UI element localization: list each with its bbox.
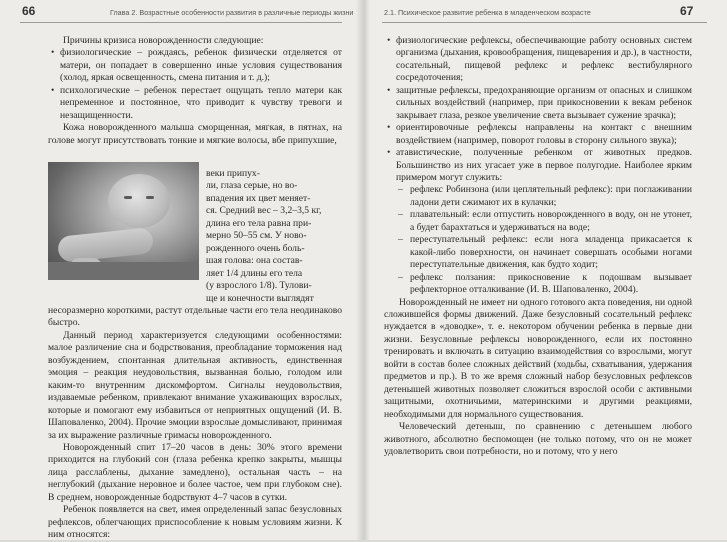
- page-number-right: 67: [680, 4, 694, 18]
- photo-wrap-text: [206, 168, 342, 305]
- left-bottom-text: [48, 305, 342, 542]
- reflex-item: • физиологические рефлексы, обеспечивающие работу основных систем организма (дыхания, кровообращения, пищеварения и др.), в частности, сосательный, пищевой рефлекс и рефлекс вестибулярного сосредоточения;: [384, 35, 692, 85]
- wrap-line: ляет 1/4 длины его тела: [206, 267, 303, 279]
- book-gutter: [356, 0, 370, 540]
- period-paragraph: Данный период характеризуется следующими особенностями: малое различение сна и бодрствования, преобладание торможения над возбуждением, спонтанная длительная активность, единственная эмоция – реакция неудовольствия, вызванная болью, голодом или каким-то внутренним дискомфортом. Сигналы неудовольствия, издаваемые ребенком, привлекают внимание ухаживающих взрослых, которые и помогают ему избавиться от неприятных ощущений (И. В. Шаповаленко, 2004). Прочие эмоции взрослые домысливают, принимая за их выражение различные гримасы новорожденного.: [48, 329, 342, 441]
- baby-head-shape: [108, 174, 170, 228]
- wrap-line: мерно 50–55 см. У ново-: [206, 230, 307, 242]
- wrap-line: (у взрослого 1/8). Тулови-: [206, 280, 312, 292]
- atavistic-item: – плавательный: если отпустить новорожденного в воду, он не утонет, а будет барахтаться и удерживаться на воде;: [384, 209, 692, 234]
- wrap-line: шая голова: она состав-: [206, 255, 303, 267]
- wrap-line: ще и конечности выглядят: [206, 292, 314, 304]
- header-rule-left: [20, 22, 342, 23]
- baby-photo: [48, 162, 199, 280]
- running-head-left: Глава 2. Возрастные особенности развития в различные периоды жизни: [110, 8, 354, 17]
- atavistic-item: – переступательный рефлекс: если нога младенца прикасается к какой-либо поверхности, он начинает совершать особыми ногами переступательные движения, как будто ходит;: [384, 234, 692, 271]
- baby-eye-shape: [146, 196, 154, 199]
- atavistic-item: – рефлекс Робинзона (или цеплятельный рефлекс): при поглаживании ладони дети сжимают их в кулачки;: [384, 184, 692, 209]
- crisis-intro: Причины кризиса новорожденности следующие:: [63, 35, 264, 46]
- wrap-line: ли, глаза серые, но во-: [206, 180, 298, 192]
- page-number-left: 66: [22, 4, 36, 18]
- right-text: [384, 35, 692, 458]
- crisis-item: • физиологические – рождаясь, ребенок физически отделяется от матери, он попадает в совершенно иные условия существования (холод, яркая освещенность, смена питания и т. д.);: [48, 47, 342, 84]
- reflex-item: • атавистические, полученные ребенком от животных предков. Большинство из них угасает уже в первое полугодие. Наиболее ярким примером могут служить:: [384, 147, 692, 184]
- wrap-line: веки припух-: [206, 168, 260, 179]
- wrap-line: длина его тела равна при-: [206, 217, 312, 229]
- wrap-line: рожденного очень боль-: [206, 242, 305, 254]
- cub-paragraph: Человеческий детеныш, по сравнению с детенышем любого животного, абсолютно беспомощен (не только потому, что он не может удовлетворить свои потребности, но и потому, что у него: [384, 421, 692, 457]
- baby-eye-shape: [124, 196, 132, 199]
- skin-intro: Кожа новорожденного малыша сморщенная, мягкая, в пятнах, на голове могут присутствовать тонкие и мягкие волосы, вбе припухшие,: [48, 122, 342, 146]
- wrap-line: ся. Средний вес – 3,2–3,5 кг,: [206, 205, 322, 217]
- crisis-item: • психологические – ребенок перестает ощущать тепло матери как непременное и постоянное, что приводит к чувству тревоги и незащищенности.: [48, 85, 342, 122]
- right-page: [362, 0, 727, 540]
- behavior-paragraph: Новорожденный не имеет ни одного готового акта поведения, ни одной сложившейся формы движений. Даже безусловный сосательный рефлекс нуждается в «доводке», т. е. некотором обучении ребенка в первые дни жизни. Безусловные рефлексы новорожденного, если их постоянно тренировать и включать в ситуацию взаимодействия со взрослыми, могут войти в состав более сложных действий (ходьбы, схватывания, удержания предметов и пр.). В то же время сложный набор безусловных рефлексов детенышей животных позволяет сложиться взрослой особи с активными защитными, охотничьими, материнскими и другими реакциями, необходимыми для нормального существования.: [384, 296, 692, 420]
- baby-arm-shape: [57, 227, 154, 263]
- atavistic-item: – рефлекс ползания: прикосновение к подошвам вызывает рефлекторное отталкивание (И. В. Шаповаленко, 2004).: [384, 272, 692, 297]
- left-top-text: [48, 35, 342, 147]
- sleep-paragraph: Новорожденный спит 17–20 часов в день: 30% этого времени приходится на глубокий сон (глаза ребенка крепко закрыты, мышцы лица расслаблены, дыхание замедлено), остальная часть – на неглубокий (дыхание неровное и более частое, чем при глубоком сне). В среднем, новорожденные бодрствуют 4–7 часов в сутки.: [48, 441, 342, 503]
- running-head-right: 2.1. Психическое развитие ребенка в младенческом возрасте: [384, 8, 591, 17]
- after-photo-text: несоразмерно короткими, растут отдельные части его тела неодинаково быстро.: [48, 305, 342, 329]
- baby-sheet-shape: [48, 262, 199, 280]
- reflex-paragraph: Ребенок появляется на свет, имея определенный запас безусловных рефлексов, облегчающих приспособление к новым условиям жизни. К ним относятся:: [48, 504, 342, 541]
- reflex-item: • защитные рефлексы, предохраняющие организм от опасных и слишком сильных воздействий (например, при прикосновении к векам ребенок закрывает глаза, резкое увеличение света вызывает сужение зрачка);: [384, 85, 692, 122]
- reflex-item: • ориентировочные рефлексы направлены на контакт с внешним воздействием (например, поворот головы в сторону сильного звука);: [384, 122, 692, 147]
- header-rule-right: [382, 22, 707, 23]
- left-page: [0, 0, 362, 540]
- wrap-line: впадения их цвет меняет-: [206, 192, 311, 204]
